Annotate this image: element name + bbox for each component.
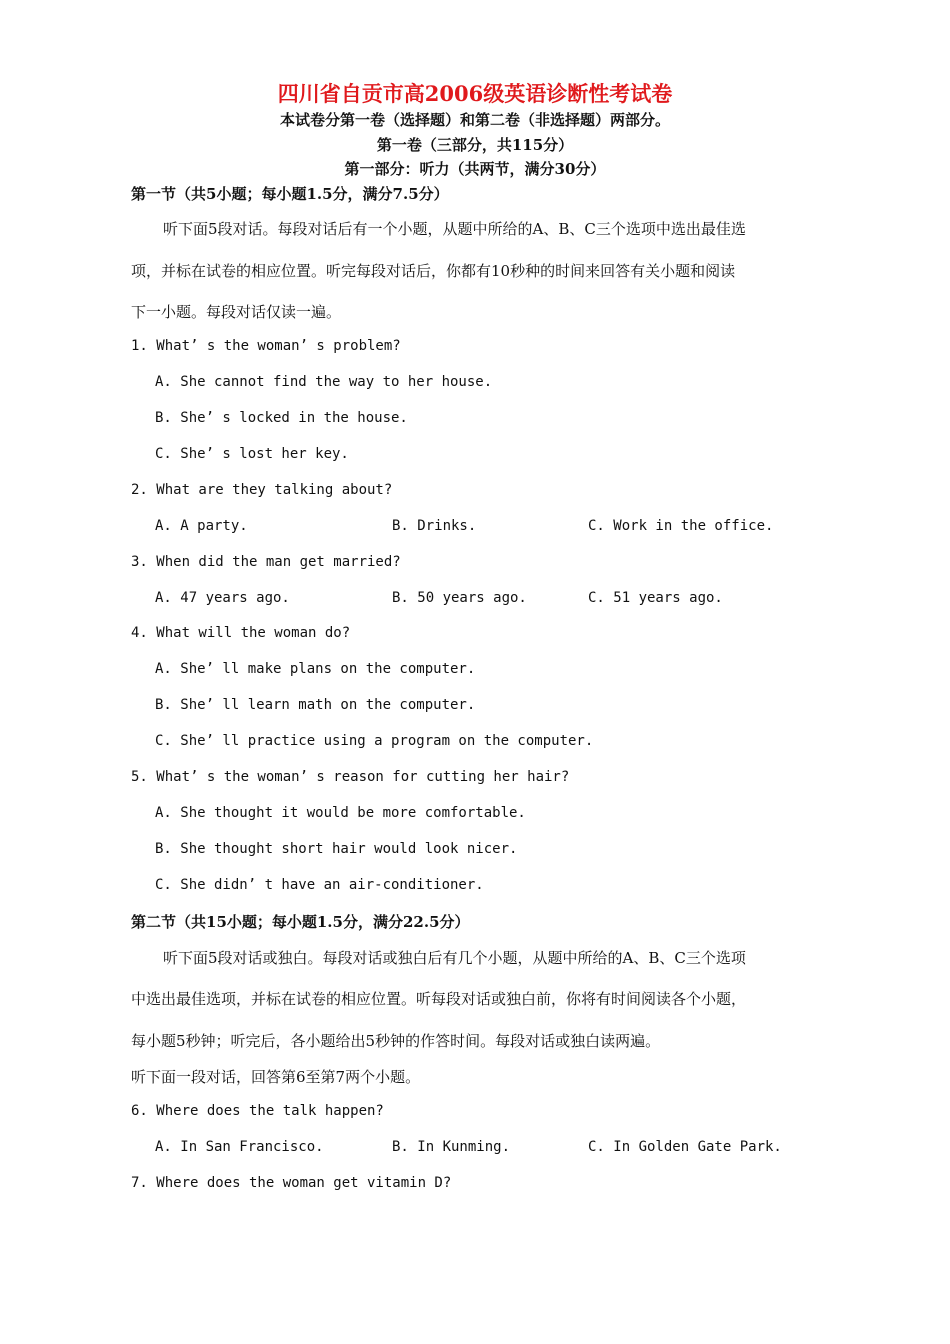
answer-option: A. 47 years ago. (155, 590, 290, 606)
question-stem: 7. Where does the woman get vitamin D? (131, 1175, 452, 1191)
answer-option: C. Work in the office. (588, 518, 774, 534)
question-stem: 6. Where does the talk happen? (131, 1103, 384, 1119)
answer-option: C. She’ s lost her key. (155, 446, 349, 462)
part-heading: 第一部分：听力（共两节，满分30分） (344, 160, 606, 178)
answer-option: B. She’ s locked in the house. (155, 410, 408, 426)
answer-option: B. She’ ll learn math on the computer. (155, 697, 476, 713)
section1-instruction-line: 项，并标在试卷的相应位置。听完每段对话后，你都有10秒种的时间来回答有关小题和阅读 (131, 262, 736, 280)
answer-option: B. She thought short hair would look nicer. (155, 841, 518, 857)
section2-instruction-line: 中选出最佳选项，并标在试卷的相应位置。听每段对话或独白前，你将有时间阅读各个小题， (131, 990, 747, 1008)
answer-option: B. 50 years ago. (392, 590, 527, 606)
question-stem: 1. What’ s the woman’ s problem? (131, 338, 401, 354)
answer-option: A. In San Francisco. (155, 1139, 324, 1155)
section1-instruction-line: 下一小题。每段对话仅读一遍。 (131, 303, 342, 321)
answer-option: A. She’ ll make plans on the computer. (155, 661, 476, 677)
answer-option: C. She’ ll practice using a program on the computer. (155, 733, 594, 749)
volume-heading: 第一卷（三部分，共115分） (376, 136, 574, 154)
exam-intro: 本试卷分第一卷（选择题）和第二卷（非选择题）两部分。 (279, 111, 670, 129)
section2-instruction-line: 每小题5秒钟；听完后，各小题给出5秒钟的作答时间。每段对话或独白读两遍。 (131, 1032, 661, 1050)
question-stem: 2. What are they talking about? (131, 482, 393, 498)
answer-option: C. She didn’ t have an air-conditioner. (155, 877, 484, 893)
answer-option: C. 51 years ago. (588, 590, 723, 606)
answer-option: B. Drinks. (392, 518, 477, 534)
section2-instruction-line: 听下面5段对话或独白。每段对话或独白后有几个小题，从题中所给的A、B、C三个选项 (163, 949, 746, 967)
answer-option: B. In Kunming. (392, 1139, 511, 1155)
answer-option: C. In Golden Gate Park. (588, 1139, 782, 1155)
section1-instruction-line: 听下面5段对话。每段对话后有一个小题，从题中所给的A、B、C三个选项中选出最佳选 (163, 220, 746, 238)
answer-option: A. She cannot find the way to her house. (155, 374, 493, 390)
question-stem: 4. What will the woman do? (131, 625, 351, 641)
section2-lead: 听下面一段对话，回答第6至第7两个小题。 (131, 1068, 421, 1086)
answer-option: A. A party. (155, 518, 248, 534)
question-stem: 3. When did the man get married? (131, 554, 401, 570)
question-stem: 5. What’ s the woman’ s reason for cutting her hair? (131, 769, 570, 785)
exam-title: 四川省自贡市高2006级英语诊断性考试卷 (277, 81, 673, 106)
answer-option: A. She thought it would be more comfortable. (155, 805, 526, 821)
section2-heading: 第二节（共15小题；每小题1.5分，满分22.5分） (131, 913, 470, 931)
section1-heading: 第一节（共5小题；每小题1.5分，满分7.5分） (131, 185, 449, 203)
